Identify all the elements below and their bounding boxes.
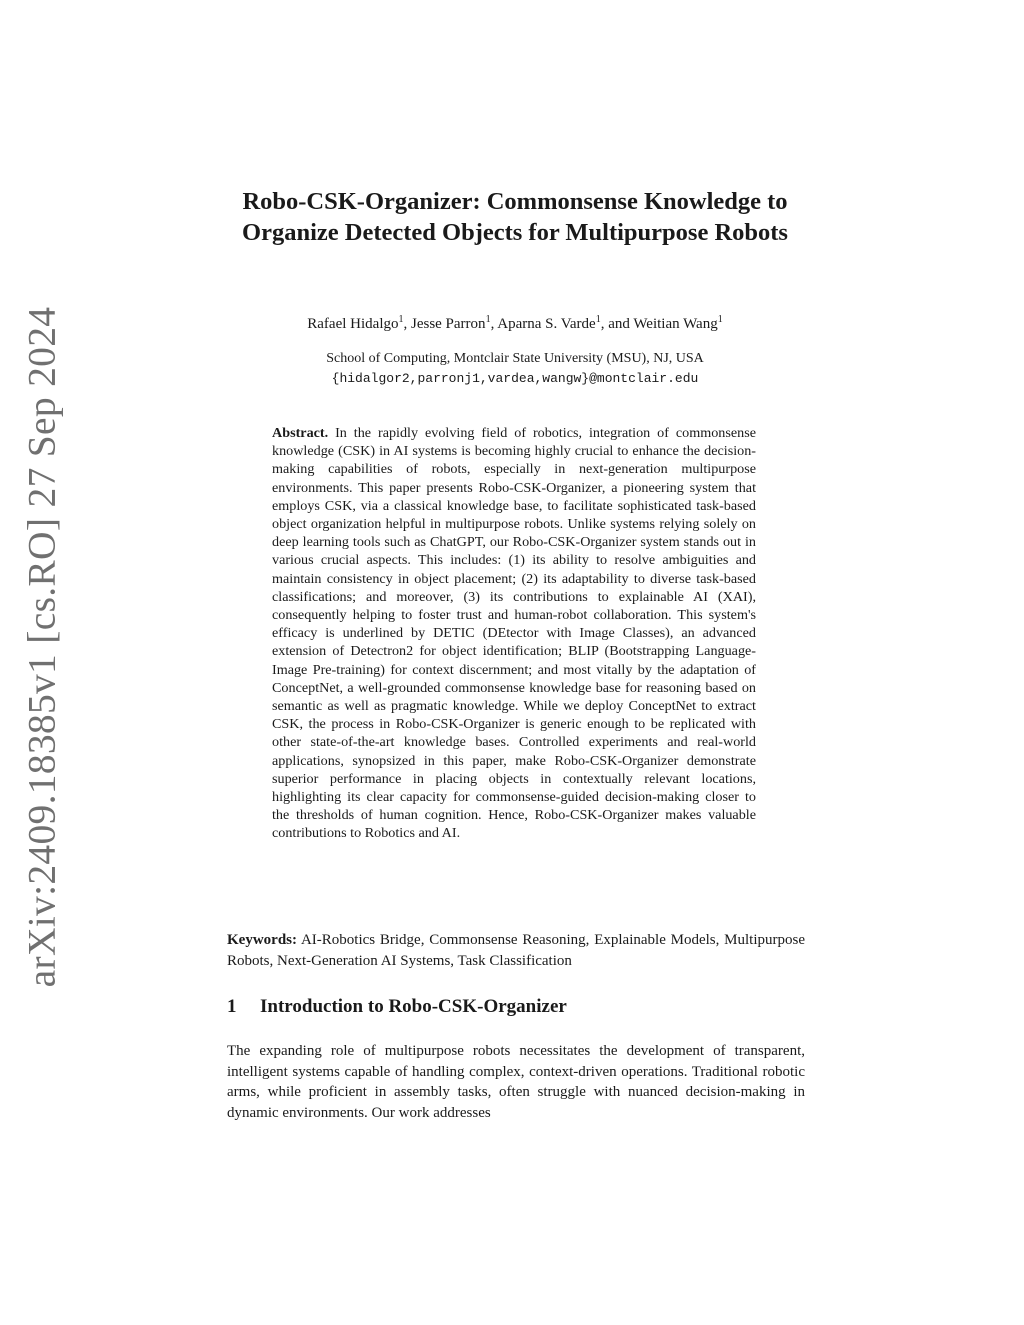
arxiv-side-stamp (14, 306, 68, 988)
author: Jesse Parron (410, 316, 486, 332)
intro-paragraph: The expanding role of multipurpose robots necessitates the development of transparent, intelligent systems capable of handling complex, context-driven operations. Traditional robotic arms, while proficient in assembly tasks, often struggle with nuanced decision-making in dynamic environments. Our work addresses (227, 1043, 805, 1121)
abstract-label: Abstract. (272, 425, 329, 441)
author-affiliation-mark: 1 (595, 314, 601, 325)
author: Rafael Hidalgo (307, 316, 399, 332)
arxiv-id: arXiv:2409.18385v1 [cs.RO] 27 Sep 2024 (19, 306, 63, 988)
keywords (227, 930, 805, 971)
keywords-label: Keywords: (227, 932, 297, 948)
keywords-text: AI-Robotics Bridge, Commonsense Reasoning, Explainable Models, Multipurpose Robots, Next-Generation AI Systems, Task Classification (227, 932, 805, 969)
section-heading (227, 995, 805, 1019)
author-affiliation-mark: 1 (717, 314, 723, 325)
section-title: Introduction to Robo-CSK-Organizer (260, 996, 567, 1017)
affiliation: School of Computing, Montclair State University (MSU), NJ, USA (326, 351, 704, 366)
author-separator: , (403, 316, 411, 332)
author-affiliation-mark: 1 (398, 314, 404, 325)
section-number: 1 (227, 996, 237, 1017)
author: Weitian Wang (633, 316, 718, 332)
paper-title: Robo-CSK-Organizer: Commonsense Knowledge to Organize Detected Objects for Multipurpose Robots (242, 188, 788, 246)
author-separator: , and (600, 316, 634, 332)
abstract-text: In the rapidly evolving field of robotics, integration of commonsense knowledge (CSK) in AI systems is becoming highly crucial to enhance the decision-making capabilities of robots, especially in next-generation multipurpose environments. This paper presents Robo-CSK-Organizer, a pioneering system that employs CSK, via a classical knowledge base, to facilitate sophisticated task-based object organization helpful in multipurpose robots. Unlike systems relying solely on deep learning tools such as ChatGPT, our Robo-CSK-Organizer system stands out in various crucial aspects. This includes: (1) its ability to resolve ambiguities and maintain consistency in object placement; (2) its adaptability to diverse task-based classifications; and moreover, (3) its contributions to explainable AI (XAI), consequently helping to foster trust and human-robot collaboration. This system's efficacy is underlined by DETIC (DEtector with Image Classes), an advanced extension of Detectron2 for object identification; BLIP (Bootstrapping Language-Image Pre-training) for context discernment; and most vitally by the adaptation of ConceptNet, a well-grounded commonsense knowledge base for reasoning based on semantic as well as pragmatic knowledge. While we deploy ConceptNet to extract CSK, the process in Robo-CSK-Organizer is generic enough to be replicated with other state-of-the-art knowledge bases. Controlled experiments and real-world applications, synopsized in this paper, make Robo-CSK-Organizer demonstrate superior performance in placing objects in contextually relevant locations, highlighting its clear capacity for commonsense-guided decision-making closer to the thresholds of human cognition. Hence, Robo-CSK-Organizer makes valuable contributions to Robotics and AI. (272, 425, 756, 842)
abstract (272, 424, 756, 843)
author-emails: {hidalgor2,parronj1,vardea,wangw}@montclair.edu (331, 371, 699, 386)
author-affiliation-mark: 1 (485, 314, 491, 325)
author: Aparna S. Varde (497, 316, 596, 332)
author-list (225, 314, 805, 334)
author-separator: , (490, 316, 498, 332)
